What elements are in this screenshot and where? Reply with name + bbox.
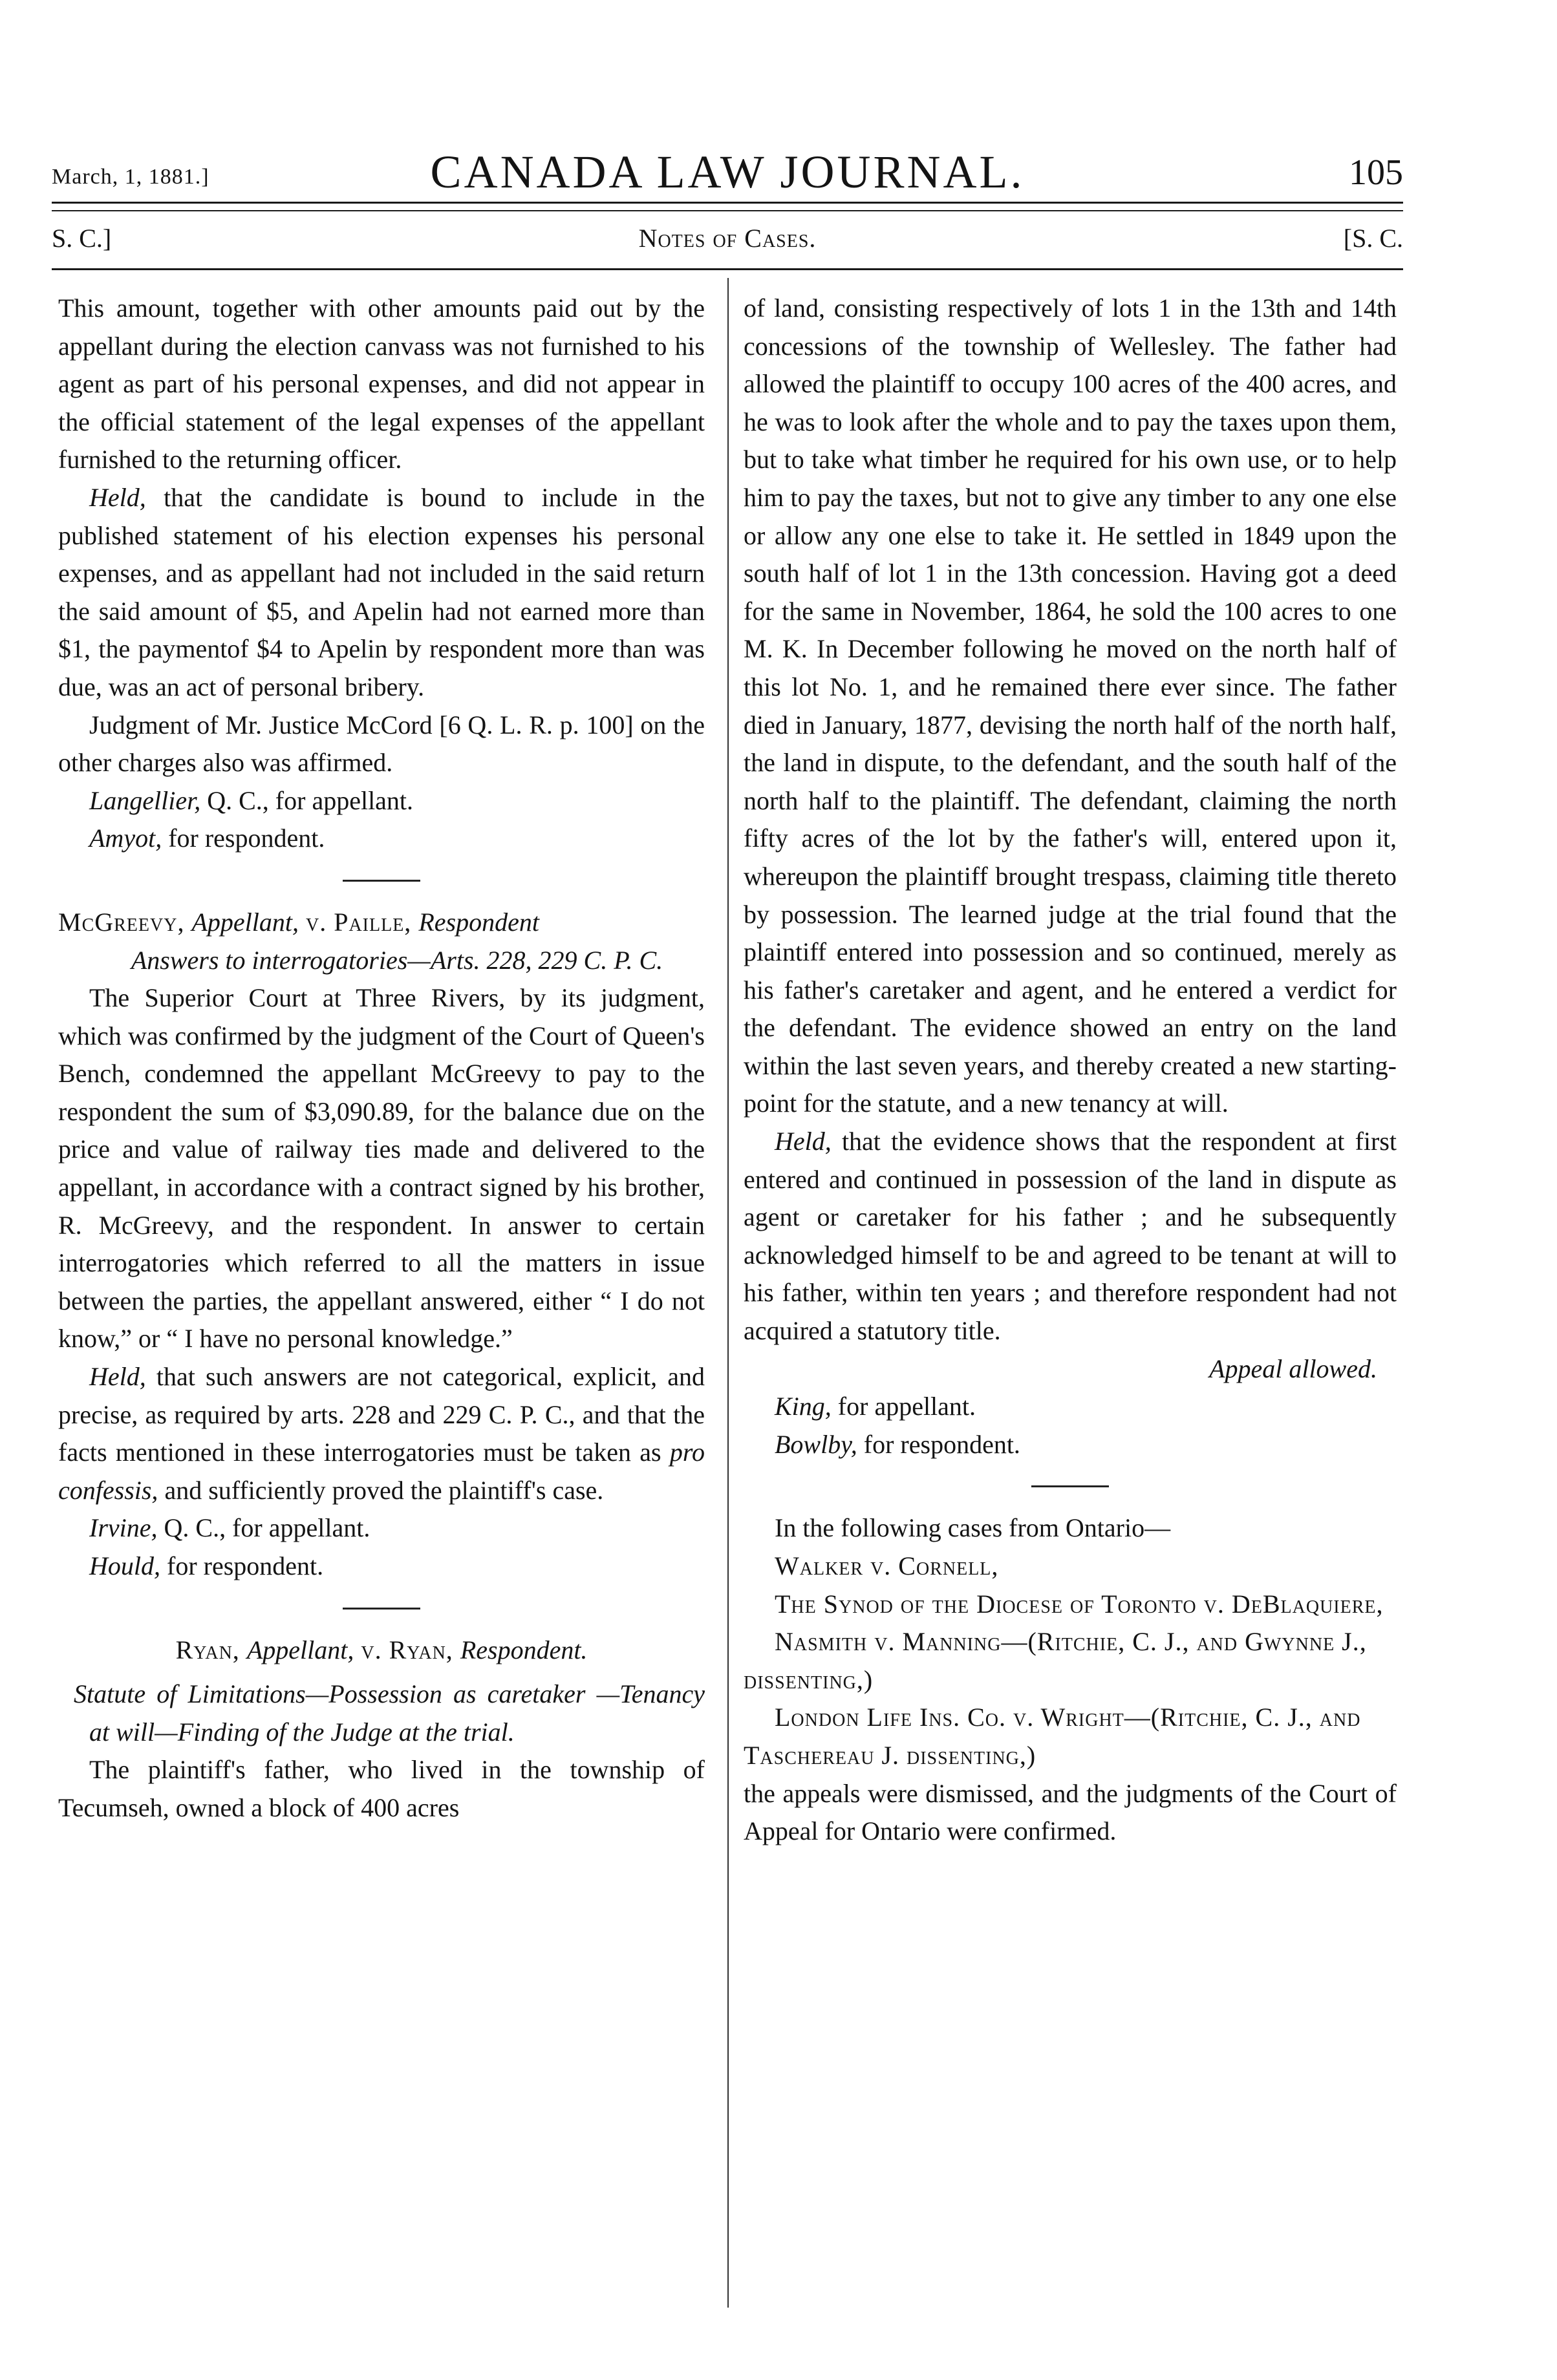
right-column: [744, 290, 1397, 1851]
counsel-role: Q. C., for appellant.: [200, 785, 414, 815]
separator-rule: [343, 880, 420, 882]
latin-phrase: pro confessis,: [58, 1438, 705, 1505]
column-divider: [727, 278, 729, 2308]
counsel-name: Irvine,: [89, 1513, 158, 1543]
case-title: [58, 904, 705, 942]
paragraph: The plaintiff's father, who lived in the township of Tecumseh, owned a block of 400 acres: [58, 1755, 705, 1822]
held-label: Held,: [775, 1127, 832, 1156]
journal-page: [39, 0, 1416, 2380]
paragraph: This amount, together with other amounts paid out by the appellant during the election canvass was not furnished to his agent as part of his personal expenses, and did not appear in the official statement of the legal expenses of the appellant furnished to the returning officer.: [58, 293, 705, 474]
case-title: [58, 1631, 705, 1670]
counsel-role: for respondent.: [160, 1551, 324, 1580]
counsel-role: for respondent.: [857, 1429, 1020, 1459]
ontario-case-list: [744, 1509, 1397, 1850]
case-entry: The Synod of the Diocese of Toronto v. DeBlaquiere,: [775, 1589, 1384, 1619]
case-subject: Answers to interrogatories—Arts. 228, 229 C. P. C.: [131, 945, 663, 975]
case-subject: Statute of Limitations—Possession as caretaker —Tenancy at will—Finding of the Judge at the trial.: [74, 1679, 705, 1747]
page-number: 105: [1349, 153, 1403, 193]
counsel-name: Hould,: [89, 1551, 160, 1580]
held-paragraph: [58, 479, 705, 707]
counsel-line: [744, 1426, 1397, 1464]
counsel-line: [58, 1547, 705, 1586]
separator-rule: [1031, 1485, 1109, 1487]
separator-rule: [343, 1608, 420, 1610]
header-double-rule: [52, 202, 1403, 211]
paragraph: The Superior Court at Three Rivers, by its judgment, which was confirmed by the judgment of the Court of Queen's Bench, condemned the appellant McGreevy to pay to the respondent the sum of $3,090.89, for the balance due on the price and value of railway ties made and delivered to the appellant, in accordance with a contract signed by his brother, R. McGreevy, and the respondent. In answer to certain interrogatories which referred to all the matters in issue between the parties, the appellant answered, either “ I do not know,” or “ I have no personal knowledge.”: [58, 983, 705, 1354]
party-name: McGreevy,: [58, 907, 192, 937]
held-label: Held,: [89, 482, 146, 512]
counsel-role: for respondent.: [162, 823, 325, 853]
party-role: Appellant,: [191, 907, 299, 937]
case-entry: London Life Ins. Co. v. Wright—(Ritchie, C. J., and Taschereau J. dissenting,): [744, 1703, 1361, 1770]
counsel-role: for appellant.: [831, 1392, 976, 1421]
journal-title: CANADA LAW JOURNAL.: [430, 146, 1025, 198]
party-role: Respondent.: [460, 1635, 588, 1664]
list-intro: In the following cases from Ontario—: [775, 1513, 1171, 1543]
case-entry: Nasmith v. Manning—(Ritchie, C. J., and Gwynne J., dissenting,): [744, 1627, 1367, 1694]
party-name: Ryan,: [175, 1635, 247, 1664]
left-column: [58, 290, 705, 1827]
party-role: Respondent: [418, 907, 539, 937]
masthead: [52, 145, 1403, 197]
party-name: v. Ryan,: [354, 1635, 460, 1664]
held-label: Held,: [89, 1362, 146, 1392]
held-paragraph: [744, 1123, 1397, 1350]
closing-paragraph: the appeals were dismissed, and the judgments of the Court of Appeal for Ontario were confirmed.: [744, 1778, 1397, 1846]
held-paragraph: [58, 1358, 705, 1509]
counsel-line: [58, 820, 705, 858]
counsel-role: Q. C., for appellant.: [157, 1513, 370, 1543]
court-label-right: [S. C.: [1343, 224, 1403, 253]
held-text: that the evidence shows that the respondent at first entered and continued in possession of the land in dispute as agent or caretaker for his father ; and he subsequently acknowledged himself to be and agreed to be tenant at will to his father, within ten years ; and therefore respondent had not acquired a statutory title.: [744, 1127, 1397, 1346]
issue-date: March, 1, 1881.]: [52, 165, 209, 189]
party-role: Appellant,: [246, 1635, 354, 1664]
paragraph: of land, consisting respectively of lots 1 in the 13th and 14th concessions of the township of Wellesley. The father had allowed the plaintiff to occupy 100 acres of the 400 acres, and he was to look after the whole and to pay the taxes upon them, but to take what timber he required for his own use, or to help him to pay the taxes, but not to give any timber to any one else or allow any one else to take it. He settled in 1849 upon the south half of lot 1 in the 13th concession. Having got a deed for the same in November, 1864, he sold the 100 acres to one M. K. In December following he moved on the north half of this lot No. 1, and he remained there ever since. The father died in January, 1877, devising the north half of the north half, the land in dispute, to the defendant, and the south half of the north half to the plaintiff. The defendant, claiming the north fifty acres of the lot by the father's will, entered upon it, whereupon the plaintiff brought trespass, claiming title thereto by possession. The learned judge at the trial found that the plaintiff entered into possession and so continued, merely as his father's caretaker and agent, and he entered a verdict for the defendant. The evidence showed an entry on the land within the last seven years, and thereby created a new starting-point for the statute, and a new tenancy at will.: [744, 293, 1397, 1118]
counsel-line: [58, 782, 705, 820]
counsel-name: King,: [775, 1392, 832, 1421]
held-text: that the candidate is bound to include in the published statement of his election expenses his personal expenses, and as appellant had not included in the said return the said amount of $5, and Apelin had not earned more than $1, the paymentof $4 to Apelin by respondent more than was due, was an act of personal bribery.: [58, 482, 705, 701]
court-label-left: S. C.]: [52, 224, 112, 253]
paragraph: Judgment of Mr. Justice McCord [6 Q. L. R. p. 100] on the other charges also was affirmed.: [58, 710, 705, 778]
case-entry: Walker v. Cornell,: [775, 1551, 999, 1580]
counsel-line: [58, 1509, 705, 1547]
held-text: and sufficiently proved the plaintiff's case.: [158, 1475, 604, 1505]
section-title: Notes of Cases.: [638, 224, 817, 253]
header-rule: [52, 268, 1403, 270]
party-name: v. Paille,: [298, 907, 419, 937]
judgment-result: Appeal allowed.: [1209, 1354, 1377, 1383]
counsel-name: Langellier,: [89, 785, 201, 815]
counsel-line: [744, 1388, 1397, 1426]
counsel-name: Bowlby,: [775, 1429, 857, 1459]
running-head: [52, 223, 1403, 262]
counsel-name: Amyot,: [89, 823, 162, 853]
held-text: that such answers are not categorical, explicit, and precise, as required by arts. 228 and 229 C. P. C., and that the facts mentioned in these interrogatories must be taken as: [58, 1362, 705, 1467]
